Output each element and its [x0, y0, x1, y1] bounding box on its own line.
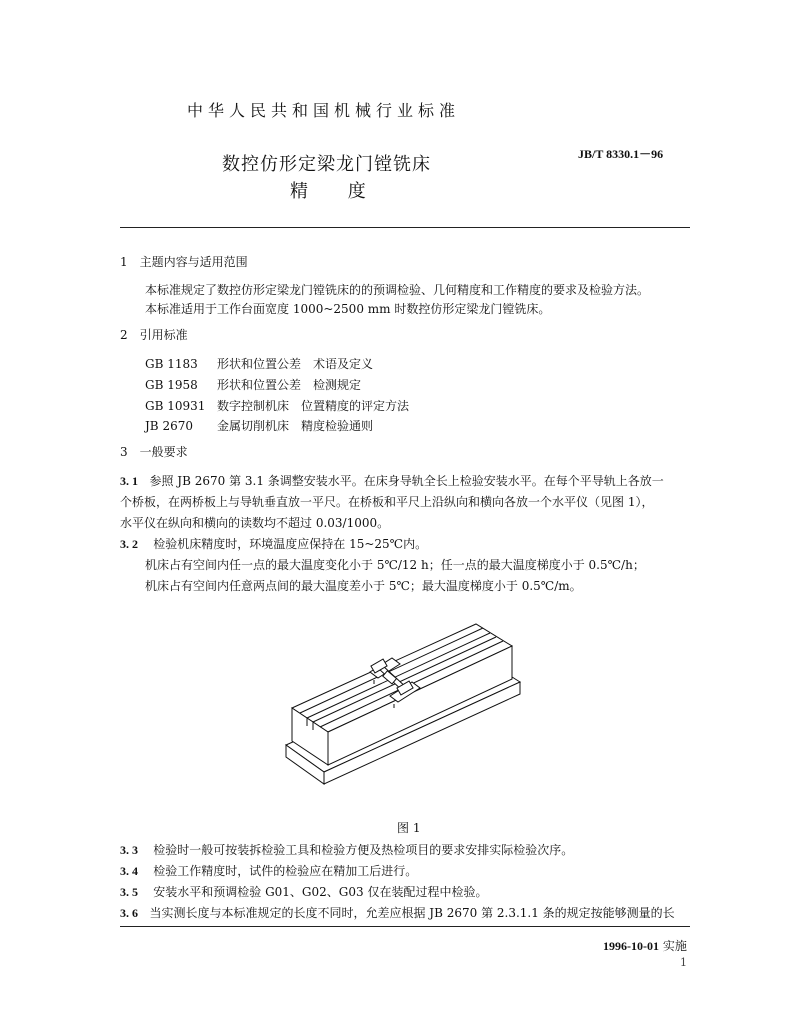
reference-code: GB 1183	[145, 357, 198, 371]
clause-number: 3. 5	[120, 885, 138, 899]
effective-date	[603, 937, 687, 954]
clause-text: 检验机床精度时，环境温度应保持在 15~25℃内。	[153, 537, 428, 551]
issuing-organization: 中华人民共和国机械行业标准	[187, 101, 461, 120]
document-subtitle: 精 度	[290, 181, 367, 202]
effective-date-value: 1996-10-01	[603, 939, 659, 953]
clause-text: 检验工作精度时，试件的检验应在精加工后进行。	[153, 864, 418, 878]
clause-3-5	[120, 884, 487, 900]
reference-code: JB 2670	[145, 419, 193, 433]
clause-text: 当实测长度与本标准规定的长度不同时，允差应根据 JB 2670 第 2.3.1.1 条的规定按能够测量的长	[149, 906, 675, 920]
clause-3-1-line-2: 个桥板，在两桥板上与导轨垂直放一平尺。在桥板和平尺上沿纵向和横向各放一个水平仪（见图 1），	[120, 495, 654, 509]
clause-3-2-line-1	[120, 536, 427, 552]
reference-code: GB 1958	[145, 378, 198, 392]
section-1-paragraph-2: 本标准适用于工作台面宽度 1000~2500 mm 时数控仿形定梁龙门镗铣床。	[145, 302, 551, 316]
standard-code: JB/T 8330.1－96	[578, 147, 664, 161]
header-rule	[120, 227, 690, 228]
reference-row	[145, 418, 373, 434]
effective-date-label: 实施	[662, 939, 687, 953]
figure-caption: 图 1	[397, 821, 421, 835]
clause-number: 3. 2	[120, 537, 138, 551]
clause-3-3	[120, 842, 573, 858]
clause-3-2-line-3: 机床占有空间内任意两点间的最大温度差小于 5℃；最大温度梯度小于 0.5℃/m。	[145, 579, 582, 593]
reference-row	[145, 398, 409, 414]
clause-3-4	[120, 863, 417, 879]
clause-3-1-line-1	[120, 473, 664, 489]
reference-code: GB 10931	[145, 399, 206, 413]
reference-title: 形状和位置公差 术语及定义	[217, 357, 374, 371]
clause-number: 3. 4	[120, 864, 138, 878]
reference-row	[145, 356, 373, 372]
page-number: 1	[680, 956, 687, 969]
section-3-heading: 3 一般要求	[120, 445, 188, 459]
reference-title: 金属切削机床 精度检验通则	[217, 419, 374, 433]
document-title: 数控仿形定梁龙门镗铣床	[222, 154, 431, 175]
section-2-heading: 2 引用标准	[120, 328, 188, 342]
reference-title: 数字控制机床 位置精度的评定方法	[217, 399, 410, 413]
clause-3-6	[120, 905, 675, 921]
reference-title: 形状和位置公差 检测规定	[217, 378, 362, 392]
clause-number: 3. 6	[120, 906, 138, 920]
figure-1-machine-bed-drawing	[280, 610, 530, 810]
footer-rule	[120, 926, 690, 927]
clause-text: 检验时一般可按装拆检验工具和检验方便及热检项目的要求安排实际检验次序。	[153, 843, 574, 857]
clause-text: 安装水平和预调检验 G01、G02、G03 仅在装配过程中检验。	[153, 885, 488, 899]
clause-text: 参照 JB 2670 第 3.1 条调整安装水平。在床身导轨全长上检验安装水平。在每个平导轨上各放一	[149, 474, 664, 488]
section-1-heading: 1 主题内容与适用范围	[120, 255, 248, 269]
clause-3-2-line-2: 机床占有空间内任一点的最大温度变化小于 5℃/12 h；任一点的最大温度梯度小于 0.5℃/h；	[145, 558, 645, 572]
section-1-paragraph-1: 本标准规定了数控仿形定梁龙门镗铣床的的预调检验、几何精度和工作精度的要求及检验方法。	[145, 283, 650, 297]
reference-row	[145, 377, 361, 393]
clause-3-1-line-3: 水平仪在纵向和横向的读数均不超过 0.03/1000。	[120, 516, 390, 530]
clause-number: 3. 3	[120, 843, 138, 857]
clause-number: 3. 1	[120, 474, 138, 488]
